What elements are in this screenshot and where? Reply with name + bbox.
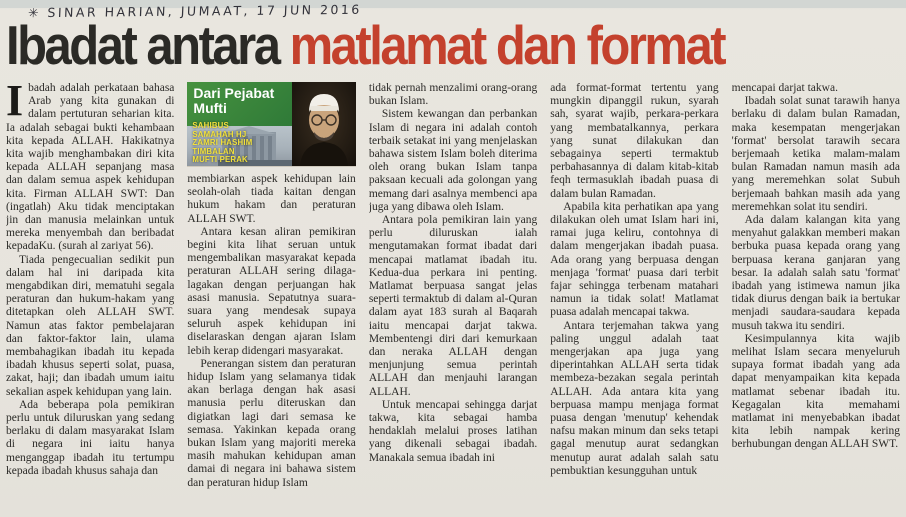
paragraph: membiarkan aspek kehidupan lain seolah-olah tiada kaitan dengan hukum hakam dan peraturan ALLAH SWT.	[187, 173, 356, 225]
paragraph: mencapai darjat takwa.	[731, 82, 838, 94]
paragraph: Tiada pengecualian sedikit pun dalam hal ini daripada kita mengabdikan diri, mematuhi segala peraturan dan hukum-hakam yang ditetapkan oleh ALLAH SWT. Namun atas faktor pembelajaran dan faktor-faktor lain, ulama membahagikan ibadah itu kepada ibadah khusus seperti solat, puasa, zakat, haji; dan ibadah umum iaitu sekalian aspek kehidupan yang lain.	[6, 253, 175, 398]
paragraph: Ada dalam kalangan kita yang menyahut galakkan memberi makan berbuka puasa kepada orang yang berpuasa kerana ganjaran yang besar. Ia adalah salah satu 'format' ibadah yang istimewa namun jika tidak diurus dengan baik ia bertukar menjadi saudara-saudara kepada musuh takwa itu sendiri.	[731, 214, 901, 332]
column-4	[550, 82, 718, 512]
headline-red-part: matlamat dan format	[289, 15, 725, 77]
paragraph: Ada beberapa pola pemikiran perlu untuk diluruskan yang sedang berlaku di dalam masyarakat Islam di negara ini iaitu hanya menganggap ibadah itu tertumpu kepada ibadah khusus sahaja dan	[6, 398, 175, 477]
column-1	[6, 82, 174, 512]
paragraph: Sistem kewangan dan perbankan Islam di negara ini adalah contoh terbaik setakat ini yang menjelaskan bahawa sistem Islam boleh diterima oleh orang bukan Islam tanpa paksaan kecuali ada golongan yang memang dari asalnya membenci apa juga yang dibawa oleh Islam.	[368, 108, 538, 213]
mufti-portrait-photo	[292, 82, 356, 166]
mufti-box-left	[187, 82, 291, 166]
column-5	[732, 82, 900, 512]
paragraph: Antara terjemahan takwa yang paling unggul adalah taat mengerjakan apa juga yang diperintahkan ALLAH serta tidak membeza-bezakan segala perintah ALLAH. Ada antara kita yang berpuasa mampu menjaga format puasa dengan 'menutup' kehendak nafsu makan minum dan seks tetapi gagal menutup aurat sedangkan menutup aurat adalah salah satu pembuktian kesungguhan untuk	[550, 319, 719, 477]
handwritten-source-note: ✳ SINAR HARIAN, JUMAAT, 17 JUN 2016	[27, 1, 363, 21]
paragraph: Apabila kita perhatikan apa yang dilakukan oleh umat Islam hari ini, ramai juga keliru, contohnya di dalam mengerjakan ibadah puasa. Ada orang yang berpuasa dengan menjaga 'format' puasa dari terbit fajar sehingga terbenam matahari namun ia tidak solat! Matlamat puasa adalah mencapai takwa.	[550, 200, 719, 319]
mufti-column-title	[187, 82, 291, 126]
column-3	[369, 82, 537, 512]
paragraph: Antara kesan aliran pemikiran begini kita lihat seruan untuk mengembalikan masyarakat kepada peraturan ALLAH sering dilaga-lagakan dengan perjuangan hak asasi manusia. Sepatutnya suara-suara yang mendesak supaya seluruh aspek kehidupan ini diselaraskan dengan ajaran Islam lebih kerap didengari masyarakat.	[187, 225, 356, 357]
paragraph: Penerangan sistem dan peraturan hidup Islam yang selamanya tidak akan berlaga dengan hak asasi manusia perlu diteruskan dan digiatkan lagi dari semasa ke semasa. Yakinkan kepada orang bukan Islam yang majoriti mereka masih mahukan kehidupan aman damai di negara ini bahawa sistem dan peraturan hidup Islam	[187, 357, 356, 489]
caption-line: ZAMRI HASHIM	[192, 138, 253, 148]
paragraph: Antara pola pemikiran lain yang perlu diluruskan ialah mengutamakan format ibadat dari mencapai matlamat ibadah itu. Kedua-dua perkara ini penting. Matlamat berpuasa sangat jelas seperti termaktub di dalam al-Quran dalam ayat 183 surah al Baqarah iaitu mencapai darjat takwa. Membentengi diri dari kemurkaan dan neraka ALLAH dengan menjunjung semua perintah ALLAH dan menjauhi larangan ALLAH.	[368, 214, 538, 398]
paragraph: Untuk mencapai sehingga darjat takwa, kita sebagai hamba hendaklah melalui proses latihan yang dikenali sebagai ibadah. Manakala semua ibadah ini	[368, 398, 538, 464]
paragraph: Ibadah solat sunat tarawih hanya berlaku di dalam bulan Ramadan, maka kesempatan mengerjakan 'format' bersolat tarawih secara berjemaah ketika malam-malam bulan Ramadan namun masih ada yang meremehkan solat Subuh berjemaah bahkan masih ada yang meremehkan solat itu sendiri.	[731, 95, 901, 213]
paragraph: ada format-format tertentu yang mungkin dipanggil rukun, syarah sah, syarat wajib, perkara-perkara yang membatalkannya, perkara yang sunat dilakukan dan sebagainya seperti termaktub perbahasannya di dalam kitab-kitab feqh termasuklah ibadah puasa di dalam bulan Ramadan.	[550, 82, 719, 200]
caption-line: SAMAHAH HJ	[192, 129, 247, 139]
mufti-photo-caption	[192, 122, 252, 165]
mufti-portrait-illustration	[292, 82, 356, 166]
paragraph-text: badah adalah perkataan bahasa Arab yang kita gunakan di dalam pertuturan seharian kita. Ia adalah sebagai bukti kehambaan kita kepada ALLAH. Hakikatnya kita wajib menghambakan diri kita kepada ALLAH sepanjang masa dan dalam semua aspek kehidupan kita. Firman ALLAH SWT: Dan (ingatlah) Aku tidak menciptakan jin dan manusia melainkan untuk mereka menyembah dan beribadat kepadaKu. (surah al zariyat 56).	[6, 82, 175, 253]
article-headline	[6, 15, 902, 83]
column-2	[187, 82, 355, 512]
mufti-title-line2: Mufti	[193, 100, 227, 116]
caption-line: MUFTI PERAK	[192, 155, 248, 165]
paragraph: Kesimpulannya kita wajib melihat Islam secara menyeluruh supaya format ibadah yang ada dapat menyampaikan kita kepada matlamat sebenar ibadah itu. Kegagalan kita memahami matlamat ini menyebabkan ibadat kita lebih nampak kering berhubungan dengan ALLAH SWT.	[731, 332, 901, 451]
mufti-title-line1: Dari Pejabat	[193, 85, 275, 101]
article-columns	[6, 82, 900, 512]
caption-line: TIMBALAN	[192, 146, 235, 156]
drop-cap: I	[6, 82, 24, 125]
caption-line: SAHIBUS	[192, 121, 229, 130]
mufti-column-box	[187, 82, 355, 166]
paragraph	[6, 82, 174, 254]
paragraph: tidak pernah menzalimi orang-orang bukan Islam.	[368, 82, 538, 108]
headline-black-part: Ibadat antara	[6, 15, 290, 77]
